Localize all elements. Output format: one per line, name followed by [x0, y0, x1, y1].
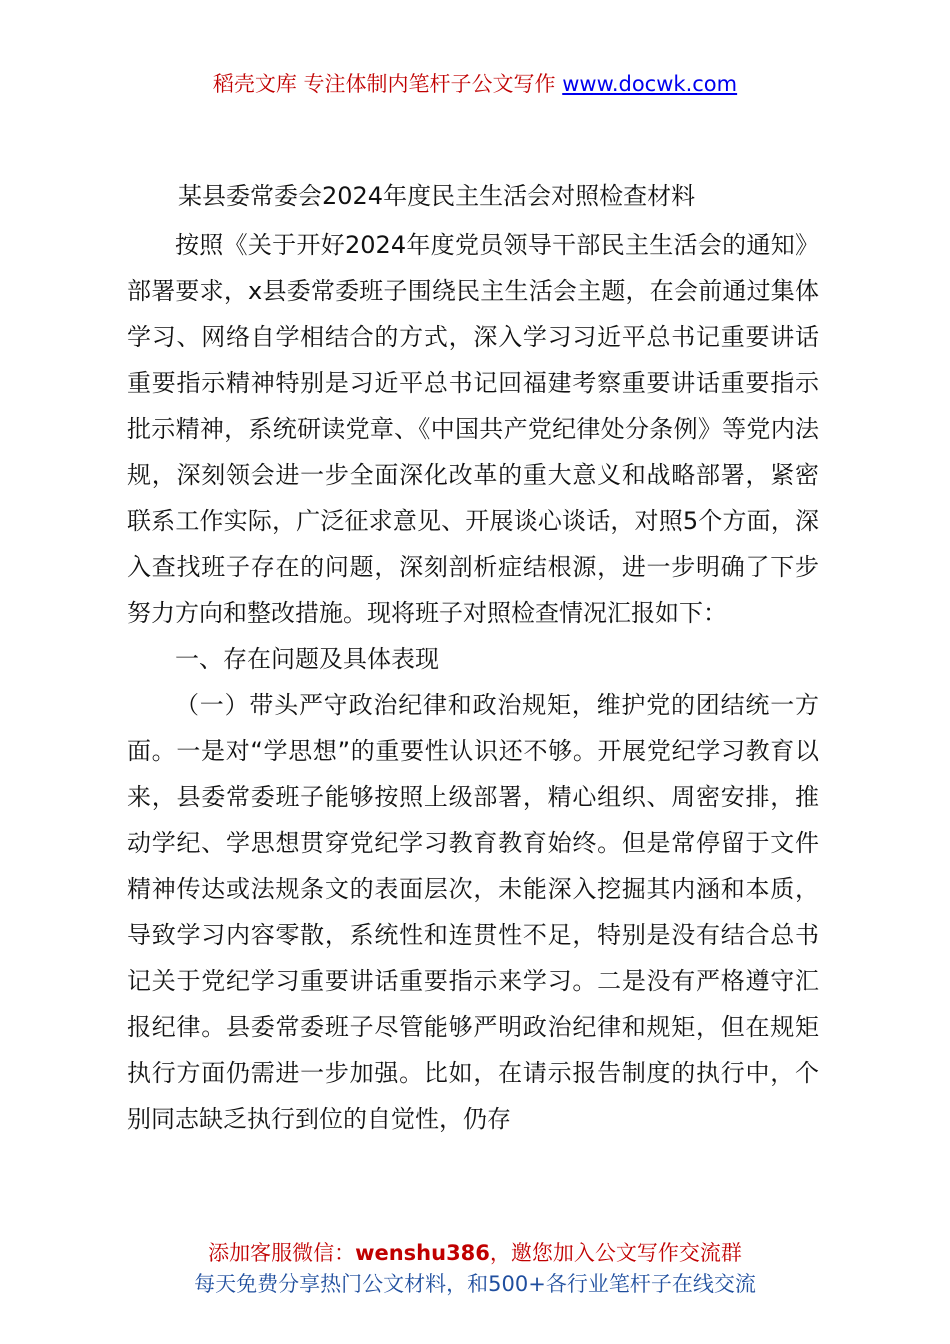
paragraph-intro: 按照《关于开好2024年度党员领导干部民主生活会的通知》部署要求，x县委常委班子围绕民主生活会主题，在会前通过集体学习、网络自学相结合的方式，深入学习习近平总书记重要讲话重要指示精神特别是习近平总书记回福建考察重要讲话重要指示批示精神，系统研读党章、《中国共产党纪律处分条例》等党内法规，深刻领会进一步全面深化改革的重大意义和战略部署，紧密联系工作实际，广泛征求意见、开展谈心谈话，对照5个方面，深入查找班子存在的问题，深刻剖析症结根源，进一步明确了下步努力方向和整改措施。现将班子对照检查情况汇报如下：: [127, 231, 819, 627]
document-body: [127, 222, 819, 1142]
footer-invite-text: ，邀您加入公文写作交流群: [489, 1241, 742, 1265]
document-title: 某县委常委会2024年度民主生活会对照检查材料: [178, 182, 696, 210]
section-heading: 一、存在问题及具体表现: [175, 645, 439, 673]
footer-line-2: 每天免费分享热门公文材料，和500+各行业笔杆子在线交流: [194, 1272, 756, 1296]
paragraph-section-1: （一）带头严守政治纪律和政治规矩，维护党的团结统一方面。一是对“学思想”的重要性认识还不够。开展党纪学习教育以来，县委常委班子能够按照上级部署，精心组织、周密安排，推动学纪、学思想贯穿党纪学习教育教育始终。但是常停留于文件精神传达或法规条文的表面层次，未能深入挖掘其内涵和本质，导致学习内容零散，系统性和连贯性不足，特别是没有结合总书记关于党纪学习重要讲话重要指示来学习。二是没有严格遵守汇报纪律。县委常委班子尽管能够严明政治纪律和规矩，但在规矩执行方面仍需进一步加强。比如，在请示报告制度的执行中，个别同志缺乏执行到位的自觉性，仍存: [127, 691, 819, 1133]
footer-wechat-id: wenshu386: [355, 1241, 490, 1265]
footer-line-1: [0, 1238, 950, 1269]
page-footer: [0, 1238, 950, 1300]
footer-contact-label: 添加客服微信：: [208, 1241, 356, 1265]
page-header: [0, 68, 950, 100]
header-text: 稻壳文库 专注体制内笔杆子公文写作: [212, 72, 563, 96]
header-url-link[interactable]: www.docwk.com: [562, 72, 738, 96]
